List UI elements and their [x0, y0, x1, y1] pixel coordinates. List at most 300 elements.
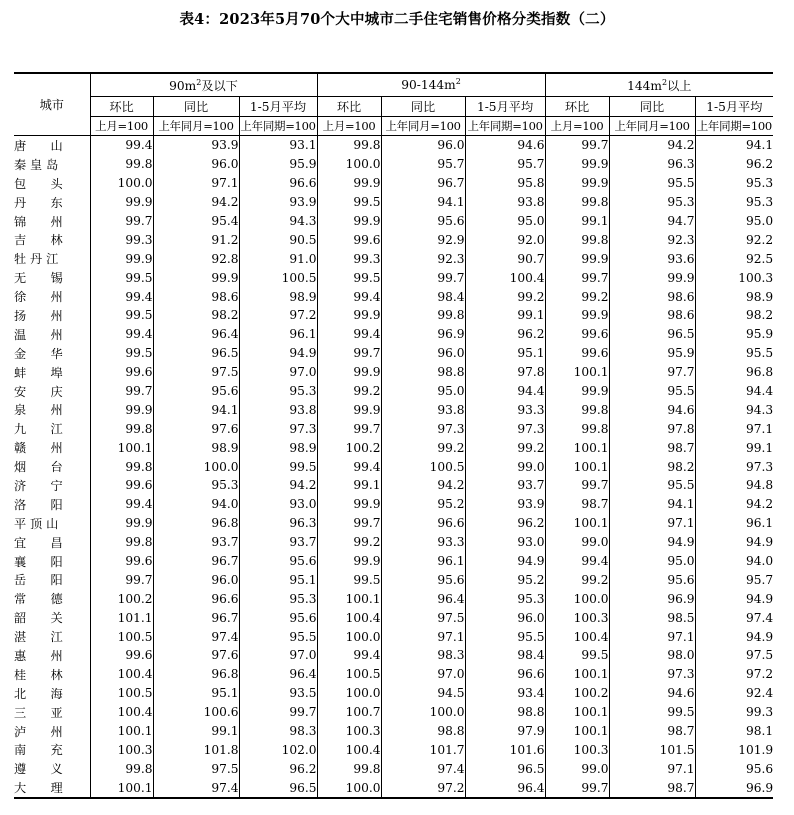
- index-value: 95.2: [381, 495, 465, 514]
- index-value: 100.5: [90, 684, 153, 703]
- index-value: 95.0: [695, 212, 773, 231]
- index-value: 99.2: [317, 533, 381, 552]
- index-value: 95.0: [609, 552, 695, 571]
- index-value: 95.6: [609, 570, 695, 589]
- index-value: 96.7: [381, 174, 465, 193]
- index-value: 101.9: [695, 741, 773, 760]
- price-index-table: [14, 72, 773, 799]
- table-row: [14, 438, 773, 457]
- index-value: 97.4: [381, 759, 465, 778]
- city-name: 常 德: [14, 592, 63, 607]
- index-value: 96.1: [695, 514, 773, 533]
- index-value: 96.6: [239, 174, 317, 193]
- index-value: 98.6: [153, 287, 239, 306]
- index-value: 100.3: [545, 608, 609, 627]
- index-value: 92.3: [609, 230, 695, 249]
- index-value: 99.6: [545, 325, 609, 344]
- index-value: 99.4: [90, 136, 153, 155]
- index-value: 96.1: [239, 325, 317, 344]
- index-value: 100.5: [381, 457, 465, 476]
- index-value: 99.1: [153, 722, 239, 741]
- table-row: [14, 514, 773, 533]
- table-row: [14, 589, 773, 608]
- table-row: [14, 193, 773, 212]
- index-value: 96.0: [153, 570, 239, 589]
- table-row: [14, 155, 773, 174]
- index-value: 96.5: [239, 778, 317, 798]
- index-value: 99.6: [90, 552, 153, 571]
- index-value: 96.9: [381, 325, 465, 344]
- index-value: 99.6: [90, 476, 153, 495]
- subheader-avg: 1-5月平均: [465, 97, 545, 117]
- index-value: 100.0: [317, 684, 381, 703]
- index-value: 99.8: [317, 136, 381, 155]
- index-value: 93.0: [465, 533, 545, 552]
- index-value: 99.3: [90, 230, 153, 249]
- index-value: 95.1: [153, 684, 239, 703]
- index-value: 95.6: [381, 570, 465, 589]
- index-value: 94.9: [695, 589, 773, 608]
- index-value: 95.7: [465, 155, 545, 174]
- base-label: 上年同月=100: [381, 117, 465, 136]
- table-row: [14, 325, 773, 344]
- index-value: 99.2: [465, 287, 545, 306]
- city-name: 洛 阳: [14, 497, 63, 512]
- index-value: 96.2: [239, 759, 317, 778]
- index-value: 96.5: [153, 344, 239, 363]
- index-value: 100.3: [317, 722, 381, 741]
- index-value: 95.3: [239, 589, 317, 608]
- index-value: 101.5: [609, 741, 695, 760]
- index-value: 100.1: [545, 703, 609, 722]
- index-value: 100.1: [545, 457, 609, 476]
- table-body: [14, 136, 773, 799]
- index-value: 97.1: [609, 759, 695, 778]
- index-value: 98.3: [239, 722, 317, 741]
- index-value: 99.9: [317, 306, 381, 325]
- index-value: 99.7: [317, 344, 381, 363]
- index-value: 101.6: [465, 741, 545, 760]
- city-name: 安 庆: [14, 384, 63, 399]
- index-value: 95.8: [465, 174, 545, 193]
- index-value: 97.9: [465, 722, 545, 741]
- index-value: 99.7: [381, 268, 465, 287]
- index-value: 95.3: [695, 193, 773, 212]
- index-value: 100.1: [545, 722, 609, 741]
- index-value: 97.1: [381, 627, 465, 646]
- index-value: 99.5: [317, 268, 381, 287]
- table-row: [14, 759, 773, 778]
- index-value: 97.1: [609, 627, 695, 646]
- index-value: 99.8: [545, 419, 609, 438]
- index-value: 99.6: [317, 230, 381, 249]
- index-value: 93.9: [153, 136, 239, 155]
- index-value: 95.6: [239, 608, 317, 627]
- index-value: 99.8: [317, 759, 381, 778]
- table-row: [14, 174, 773, 193]
- index-value: 96.4: [153, 325, 239, 344]
- index-value: 100.2: [545, 684, 609, 703]
- index-value: 93.3: [381, 533, 465, 552]
- index-value: 98.1: [695, 722, 773, 741]
- index-value: 95.5: [239, 627, 317, 646]
- index-value: 95.9: [239, 155, 317, 174]
- index-value: 97.1: [153, 174, 239, 193]
- base-label: 上年同月=100: [153, 117, 239, 136]
- index-value: 97.3: [465, 419, 545, 438]
- table-row: [14, 552, 773, 571]
- index-value: 99.2: [545, 570, 609, 589]
- index-value: 99.7: [545, 136, 609, 155]
- index-value: 97.8: [609, 419, 695, 438]
- index-value: 98.0: [609, 646, 695, 665]
- index-value: 98.9: [695, 287, 773, 306]
- index-value: 100.2: [90, 589, 153, 608]
- index-value: 99.4: [90, 287, 153, 306]
- subheader-yoy: 同比: [609, 97, 695, 117]
- index-value: 100.1: [545, 514, 609, 533]
- index-value: 101.1: [90, 608, 153, 627]
- index-value: 99.9: [317, 552, 381, 571]
- city-name: 丹 东: [14, 195, 63, 210]
- index-value: 94.4: [465, 382, 545, 401]
- index-value: 96.3: [609, 155, 695, 174]
- index-value: 93.8: [239, 400, 317, 419]
- city-name: 赣 州: [14, 441, 63, 456]
- table-row: [14, 212, 773, 231]
- index-value: 99.4: [90, 325, 153, 344]
- index-value: 99.4: [545, 552, 609, 571]
- city-name: 金 华: [14, 346, 63, 361]
- city-name: 南 充: [14, 743, 63, 758]
- index-value: 95.3: [609, 193, 695, 212]
- index-value: 100.1: [90, 438, 153, 457]
- index-value: 95.5: [695, 344, 773, 363]
- city-name: 襄 阳: [14, 554, 63, 569]
- index-value: 99.5: [545, 646, 609, 665]
- index-value: 97.1: [609, 514, 695, 533]
- city-name: 泉 州: [14, 403, 63, 418]
- index-value: 95.6: [153, 382, 239, 401]
- index-value: 94.9: [695, 533, 773, 552]
- index-value: 95.3: [153, 476, 239, 495]
- base-label: 上月=100: [90, 117, 153, 136]
- index-value: 95.6: [695, 759, 773, 778]
- index-value: 94.2: [381, 476, 465, 495]
- index-value: 96.2: [695, 155, 773, 174]
- index-value: 90.5: [239, 230, 317, 249]
- index-value: 93.4: [465, 684, 545, 703]
- table-row: [14, 741, 773, 760]
- city-name: 徐 州: [14, 290, 63, 305]
- city-name: 北 海: [14, 686, 63, 701]
- table-row: [14, 646, 773, 665]
- index-value: 98.4: [465, 646, 545, 665]
- index-value: 100.4: [317, 741, 381, 760]
- index-value: 98.2: [695, 306, 773, 325]
- index-value: 97.4: [695, 608, 773, 627]
- city-name: 蚌 埠: [14, 365, 63, 380]
- city-name: 秦 皇 岛: [14, 157, 59, 172]
- table-row: [14, 419, 773, 438]
- index-value: 99.6: [90, 363, 153, 382]
- index-value: 99.9: [545, 174, 609, 193]
- index-value: 97.3: [609, 665, 695, 684]
- index-value: 96.0: [465, 608, 545, 627]
- index-value: 100.4: [317, 608, 381, 627]
- table-row: [14, 533, 773, 552]
- index-value: 99.9: [317, 363, 381, 382]
- index-value: 99.8: [90, 533, 153, 552]
- index-value: 100.0: [317, 778, 381, 798]
- index-value: 100.1: [90, 778, 153, 798]
- index-value: 97.7: [609, 363, 695, 382]
- table-row: [14, 570, 773, 589]
- index-value: 98.7: [609, 778, 695, 798]
- index-value: 95.5: [465, 627, 545, 646]
- table-row: [14, 344, 773, 363]
- table-title: 表4：2023年5月70个大中城市二手住宅销售价格分类指数（二）: [179, 11, 615, 28]
- index-value: 99.4: [317, 325, 381, 344]
- index-value: 100.1: [545, 438, 609, 457]
- table-row: [14, 684, 773, 703]
- index-value: 95.5: [609, 174, 695, 193]
- table-row: [14, 778, 773, 798]
- index-value: 91.0: [239, 249, 317, 268]
- index-value: 95.4: [153, 212, 239, 231]
- index-value: 98.9: [239, 438, 317, 457]
- index-value: 97.1: [695, 419, 773, 438]
- subheader-mom: 环比: [317, 97, 381, 117]
- index-value: 99.7: [545, 778, 609, 798]
- index-value: 99.9: [90, 400, 153, 419]
- index-value: 97.0: [381, 665, 465, 684]
- index-value: 92.3: [381, 249, 465, 268]
- index-value: 94.1: [609, 495, 695, 514]
- index-value: 97.6: [153, 419, 239, 438]
- city-name: 湛 江: [14, 630, 63, 645]
- city-name: 惠 州: [14, 648, 63, 663]
- index-value: 99.8: [545, 400, 609, 419]
- index-value: 98.8: [381, 722, 465, 741]
- table-row: [14, 627, 773, 646]
- index-value: 98.6: [609, 287, 695, 306]
- index-value: 99.2: [465, 438, 545, 457]
- index-value: 97.4: [153, 627, 239, 646]
- index-value: 96.9: [609, 589, 695, 608]
- index-value: 93.9: [239, 193, 317, 212]
- index-value: 94.6: [465, 136, 545, 155]
- index-value: 99.1: [317, 476, 381, 495]
- index-value: 99.5: [317, 570, 381, 589]
- index-value: 99.8: [545, 193, 609, 212]
- index-value: 94.6: [609, 684, 695, 703]
- index-value: 96.0: [381, 136, 465, 155]
- index-value: 99.2: [545, 287, 609, 306]
- index-value: 99.8: [90, 419, 153, 438]
- index-value: 100.0: [545, 589, 609, 608]
- table-row: [14, 249, 773, 268]
- city-name: 唐 山: [14, 138, 63, 153]
- index-value: 94.4: [695, 382, 773, 401]
- index-value: 94.2: [153, 193, 239, 212]
- city-name: 宜 昌: [14, 535, 63, 550]
- subheader-avg: 1-5月平均: [239, 97, 317, 117]
- index-value: 99.1: [545, 212, 609, 231]
- city-name: 吉 林: [14, 233, 63, 248]
- index-value: 95.1: [465, 344, 545, 363]
- index-value: 100.3: [695, 268, 773, 287]
- index-value: 99.9: [545, 306, 609, 325]
- table-row: [14, 306, 773, 325]
- index-value: 96.7: [153, 552, 239, 571]
- table-row: [14, 722, 773, 741]
- index-value: 100.6: [153, 703, 239, 722]
- table-row: [14, 268, 773, 287]
- index-value: 97.5: [153, 759, 239, 778]
- index-value: 94.5: [381, 684, 465, 703]
- index-value: 99.9: [317, 212, 381, 231]
- index-value: 100.7: [317, 703, 381, 722]
- index-value: 96.8: [153, 665, 239, 684]
- index-value: 96.6: [153, 589, 239, 608]
- index-value: 99.6: [545, 344, 609, 363]
- index-value: 93.8: [381, 400, 465, 419]
- city-name: 包 头: [14, 176, 63, 191]
- subheader-avg: 1-5月平均: [695, 97, 773, 117]
- index-value: 97.3: [239, 419, 317, 438]
- index-value: 96.4: [239, 665, 317, 684]
- index-value: 99.8: [381, 306, 465, 325]
- index-value: 91.2: [153, 230, 239, 249]
- subheader-mom: 环比: [545, 97, 609, 117]
- index-value: 93.5: [239, 684, 317, 703]
- group-header-large: $144m^2$以上: [545, 73, 773, 97]
- index-value: 95.9: [609, 344, 695, 363]
- index-value: 102.0: [239, 741, 317, 760]
- index-value: 94.9: [609, 533, 695, 552]
- index-value: 94.9: [695, 627, 773, 646]
- index-value: 96.4: [381, 589, 465, 608]
- index-value: 95.3: [695, 174, 773, 193]
- base-label: 上月=100: [317, 117, 381, 136]
- index-value: 99.8: [90, 759, 153, 778]
- index-value: 94.8: [695, 476, 773, 495]
- index-value: 97.5: [153, 363, 239, 382]
- index-value: 98.6: [609, 306, 695, 325]
- index-value: 99.5: [609, 703, 695, 722]
- index-value: 98.8: [465, 703, 545, 722]
- index-value: 99.9: [545, 382, 609, 401]
- index-value: 94.3: [695, 400, 773, 419]
- table-row: [14, 608, 773, 627]
- index-value: 93.6: [609, 249, 695, 268]
- city-name: 烟 台: [14, 460, 63, 475]
- index-value: 99.9: [90, 249, 153, 268]
- index-value: 99.9: [545, 155, 609, 174]
- city-name: 韶 关: [14, 611, 63, 626]
- index-value: 99.5: [239, 457, 317, 476]
- index-value: 100.4: [90, 703, 153, 722]
- index-value: 98.7: [609, 722, 695, 741]
- table-row: [14, 136, 773, 155]
- base-label: 上年同期=100: [695, 117, 773, 136]
- subheader-mom: 环比: [90, 97, 153, 117]
- index-value: 99.9: [317, 174, 381, 193]
- index-value: 99.4: [317, 457, 381, 476]
- index-value: 100.5: [239, 268, 317, 287]
- index-value: 99.7: [90, 570, 153, 589]
- index-value: 94.1: [695, 136, 773, 155]
- city-column-header: 城市: [14, 73, 90, 136]
- index-value: 96.9: [695, 778, 773, 798]
- index-value: 95.1: [239, 570, 317, 589]
- index-value: 99.7: [545, 268, 609, 287]
- table-row: [14, 457, 773, 476]
- index-value: 96.2: [465, 325, 545, 344]
- index-value: 100.0: [90, 174, 153, 193]
- table-row: [14, 382, 773, 401]
- city-name: 泸 州: [14, 724, 63, 739]
- index-value: 94.2: [239, 476, 317, 495]
- index-value: 96.0: [381, 344, 465, 363]
- index-value: 100.0: [153, 457, 239, 476]
- city-name: 岳 阳: [14, 573, 63, 588]
- index-value: 92.0: [465, 230, 545, 249]
- index-value: 99.6: [90, 646, 153, 665]
- index-value: 97.4: [153, 778, 239, 798]
- index-value: 100.1: [317, 589, 381, 608]
- index-value: 99.2: [317, 382, 381, 401]
- index-value: 96.2: [465, 514, 545, 533]
- index-value: 100.3: [90, 741, 153, 760]
- index-value: 95.0: [465, 212, 545, 231]
- index-value: 95.5: [609, 382, 695, 401]
- index-value: 99.9: [153, 268, 239, 287]
- index-value: 98.4: [381, 287, 465, 306]
- index-value: 97.2: [381, 778, 465, 798]
- table-row: [14, 476, 773, 495]
- index-value: 95.7: [381, 155, 465, 174]
- index-value: 100.0: [317, 155, 381, 174]
- index-value: 98.5: [609, 608, 695, 627]
- index-value: 99.8: [545, 230, 609, 249]
- index-value: 99.9: [609, 268, 695, 287]
- index-value: 93.1: [239, 136, 317, 155]
- index-value: 96.6: [381, 514, 465, 533]
- index-value: 99.4: [317, 646, 381, 665]
- index-value: 100.5: [317, 665, 381, 684]
- index-value: 100.0: [317, 627, 381, 646]
- index-value: 92.9: [381, 230, 465, 249]
- index-value: 96.5: [465, 759, 545, 778]
- table-row: [14, 400, 773, 419]
- index-value: 94.3: [239, 212, 317, 231]
- index-value: 94.1: [381, 193, 465, 212]
- table-row: [14, 665, 773, 684]
- city-name: 无 锡: [14, 271, 63, 286]
- index-value: 99.7: [90, 382, 153, 401]
- index-value: 97.3: [381, 419, 465, 438]
- index-value: 98.7: [545, 495, 609, 514]
- index-value: 99.7: [239, 703, 317, 722]
- index-value: 100.4: [465, 268, 545, 287]
- index-value: 100.3: [545, 741, 609, 760]
- index-value: 96.0: [153, 155, 239, 174]
- index-value: 95.3: [465, 589, 545, 608]
- index-value: 100.1: [545, 665, 609, 684]
- index-value: 96.4: [465, 778, 545, 798]
